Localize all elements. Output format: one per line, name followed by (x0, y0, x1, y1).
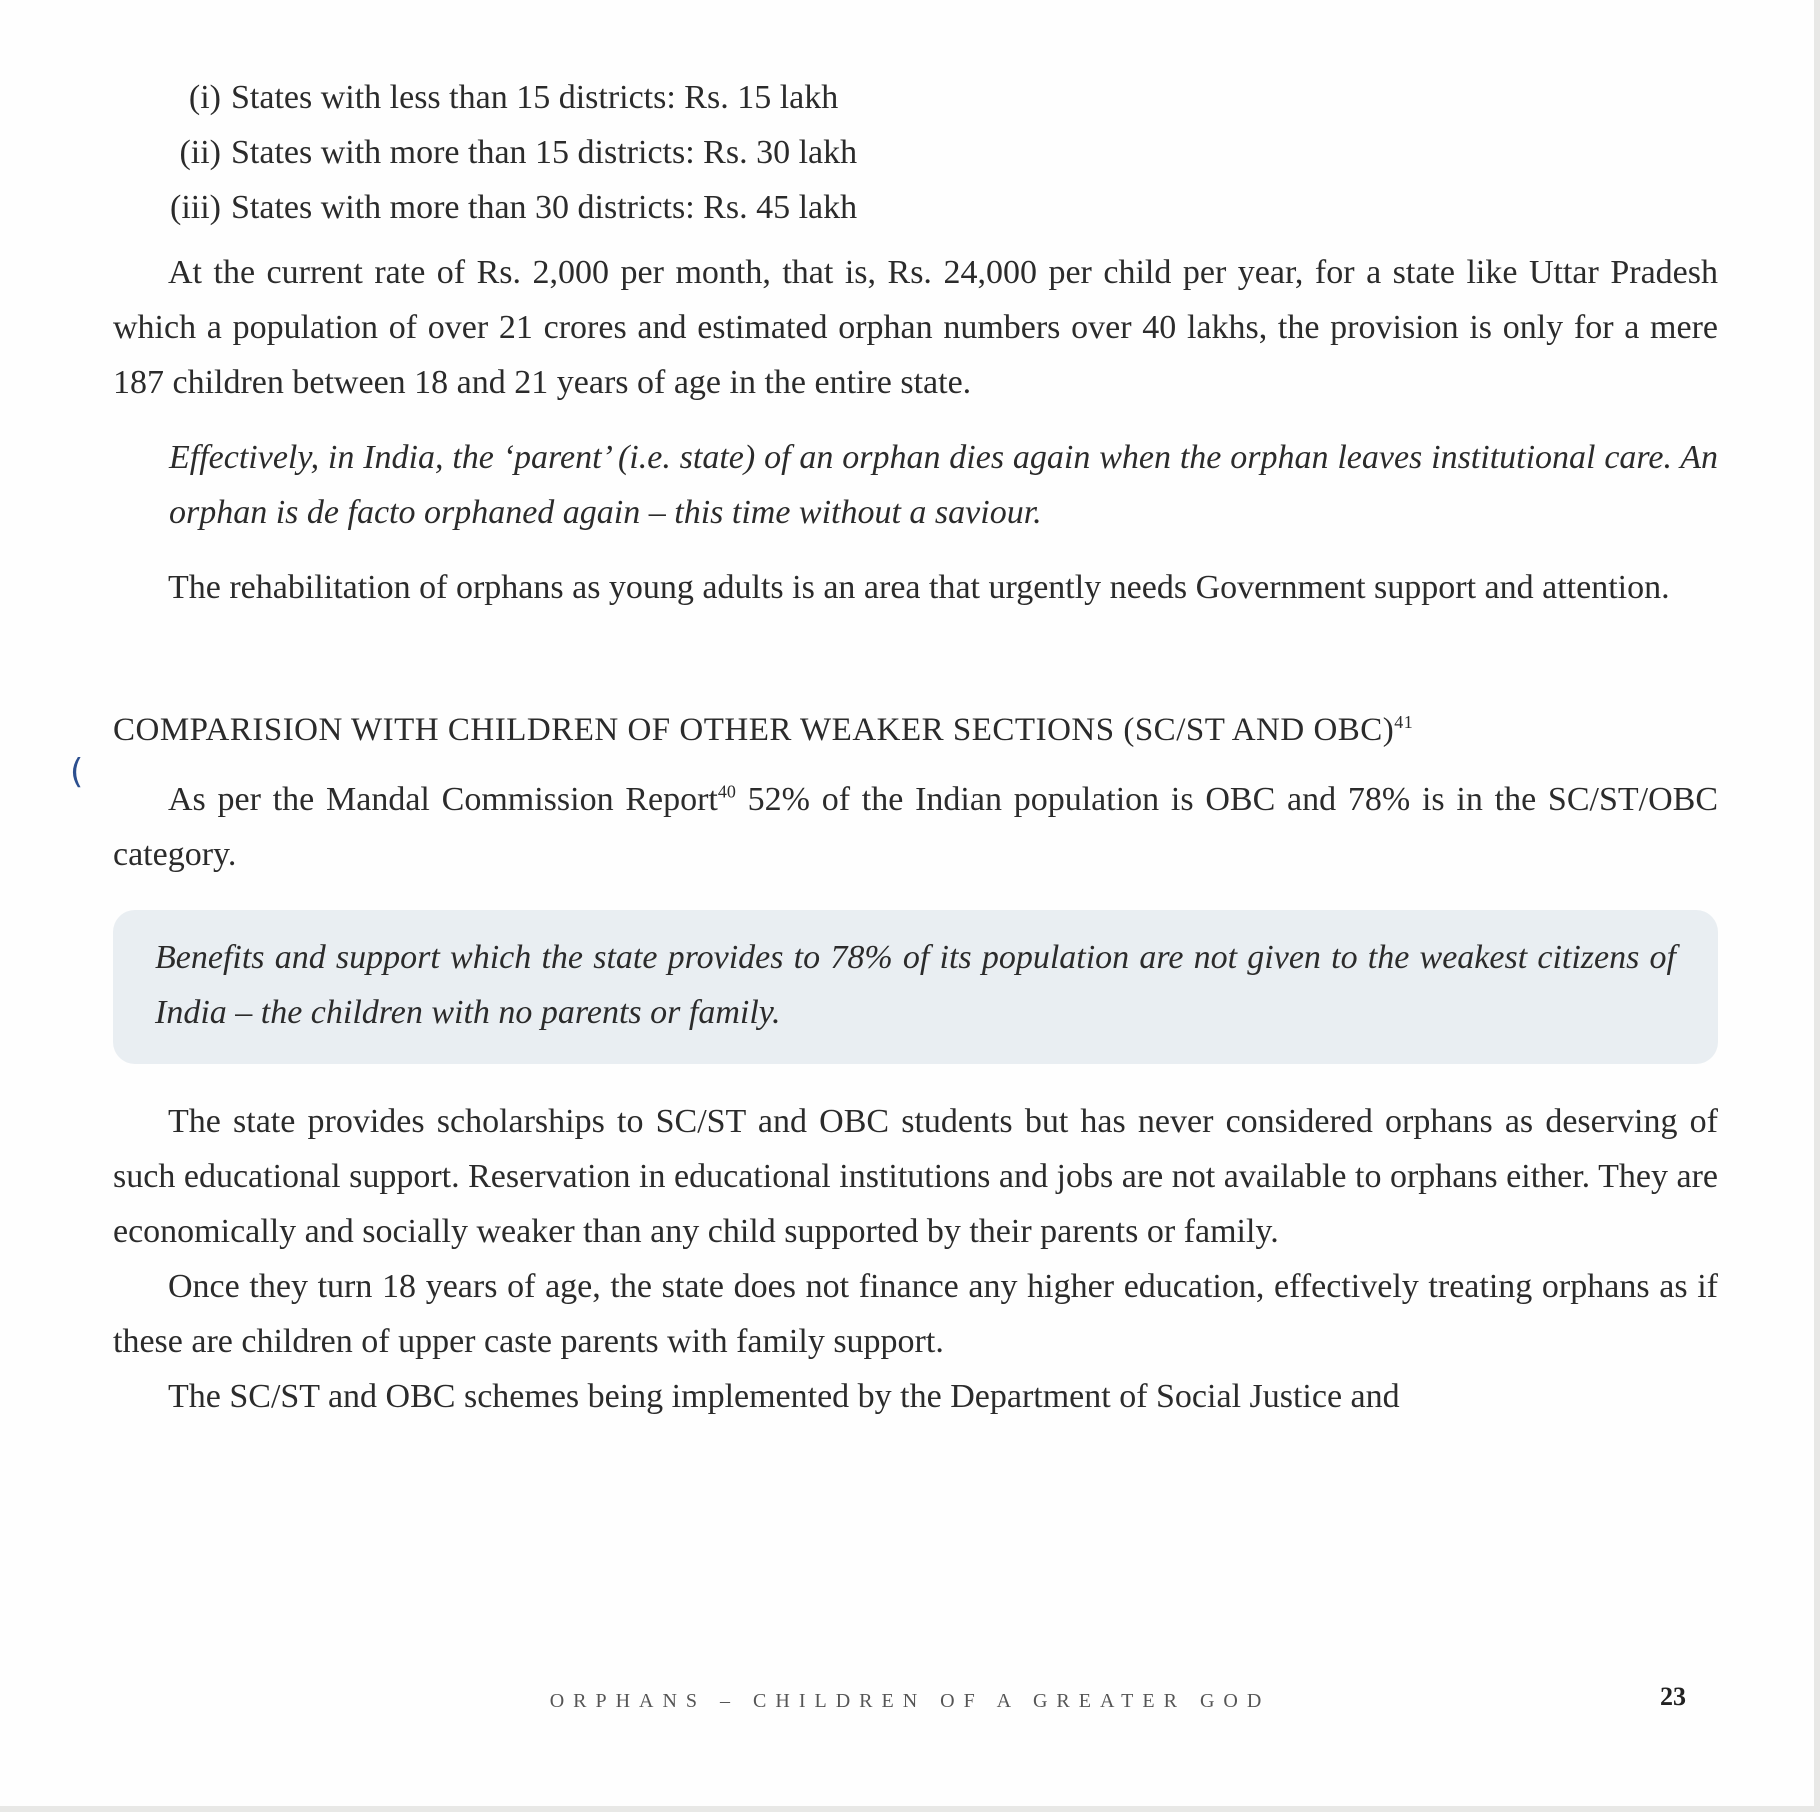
page-number: 23 (1660, 1682, 1686, 1711)
page-content (113, 70, 1718, 1424)
district-allocation-list (113, 70, 1718, 235)
list-item-number: (i) (188, 79, 221, 116)
callout-text: Benefits and support which the state provides to 78% of its population are not given to the weakest citizens of India – the children with no parents or family. (155, 939, 1676, 1031)
paragraph-text: As per the Mandal Commission Report (168, 781, 718, 818)
list-item-text: States with less than 15 districts: Rs. 15 lakh (231, 79, 839, 116)
list-item-number: (iii) (170, 189, 221, 226)
list-item-text: States with more than 15 districts: Rs. 30 lakh (231, 134, 858, 171)
list-item (113, 180, 1718, 235)
list-item-text: States with more than 30 districts: Rs. 45 lakh (231, 189, 858, 226)
highlight-callout-box (113, 910, 1718, 1064)
italic-quote: Effectively, in India, the ‘parent’ (i.e. state) of an orphan dies again when the orphan leaves institutional care. An orphan is de facto orphaned again – this time without a saviour. (169, 439, 1718, 531)
paragraph-schemes: The SC/ST and OBC schemes being implemented by the Department of Social Justice and (168, 1378, 1400, 1415)
list-item-number: (ii) (179, 134, 221, 171)
paragraph-current-rate: At the current rate of Rs. 2,000 per month, that is, Rs. 24,000 per child per year, for a state like Uttar Pradesh which a population of over 21 crores and estimated orphan numbers over 40 lakhs, the provision is only for a mere 187 children between 18 and 21 years of age in the entire state. (113, 254, 1718, 401)
footnote-ref: 41 (1394, 712, 1414, 732)
paragraph-rehabilitation: The rehabilitation of orphans as young adults is an area that urgently needs Government support and attention. (168, 569, 1670, 606)
footnote-ref: 40 (717, 781, 736, 802)
body-paragraphs (113, 1094, 1718, 1424)
handwritten-margin-mark: ( (70, 752, 84, 792)
list-item (113, 70, 1718, 125)
running-footer-title: ORPHANS – CHILDREN OF A GREATER GOD (549, 1690, 1271, 1712)
section-heading-text: COMPARISION WITH CHILDREN OF OTHER WEAKER SECTIONS (SC/ST AND OBC) (113, 712, 1395, 748)
paragraph-text: 52% of the Indian population is OBC and 78% is in the SC/ST/OBC category. (113, 781, 1718, 873)
list-item (113, 125, 1718, 180)
section-heading (113, 703, 1718, 758)
paragraph-higher-education: Once they turn 18 years of age, the state does not finance any higher education, effectively treating orphans as if these are children of upper caste parents with family support. (113, 1268, 1718, 1360)
paragraph-scholarships: The state provides scholarships to SC/ST and OBC students but has never considered orphans as deserving of such educational support. Reservation in educational institutions and jobs are not available to orphans either. They are economically and socially weaker than any child supported by their parents or family. (113, 1103, 1718, 1250)
paragraph-mandal-commission (113, 772, 1718, 882)
